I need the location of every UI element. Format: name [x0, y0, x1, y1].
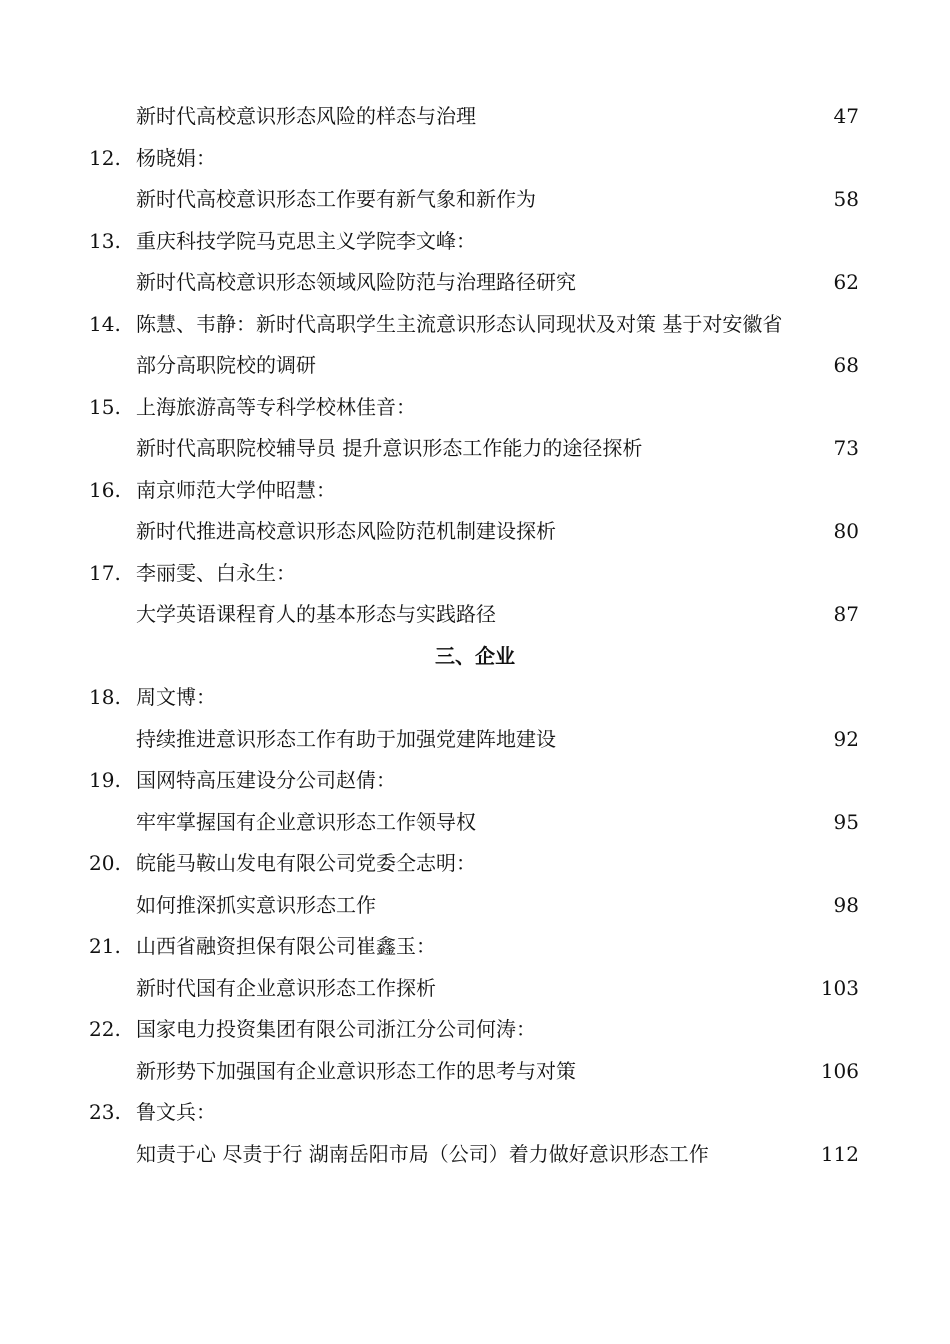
toc-author-row — [0, 138, 950, 180]
toc-author-row — [0, 553, 950, 595]
page-number: 98 — [833, 892, 859, 917]
entry-title: 持续推进意识形态工作有助于加强党建阵地建设 — [136, 726, 556, 751]
entry-author: 皖能马鞍山发电有限公司党委仝志明： — [136, 851, 476, 875]
page-number: 80 — [833, 519, 859, 543]
toc-entry-row — [0, 1134, 950, 1176]
toc-entry-row — [0, 262, 950, 304]
toc-entry-row — [0, 179, 950, 221]
entry-author: 鲁文兵： — [136, 1100, 216, 1124]
toc-entry-row — [0, 719, 950, 761]
entry-title: 新时代国有企业意识形态工作探析 — [136, 975, 436, 1000]
page-number: 58 — [833, 187, 859, 211]
toc-entry-row — [0, 885, 950, 927]
toc-author-row — [0, 677, 950, 719]
toc-entry-row — [0, 968, 950, 1010]
entry-title: 牢牢掌握国有企业意识形态工作领导权 — [136, 809, 476, 834]
entry-number: 14. — [89, 311, 121, 336]
toc-entry-row — [0, 594, 950, 636]
entry-title: 新形势下加强国有企业意识形态工作的思考与对策 — [136, 1058, 576, 1083]
entry-author: 杨晓娟： — [136, 145, 216, 170]
page-number: 95 — [833, 809, 859, 834]
entry-number: 19. — [89, 768, 121, 792]
entry-author: 重庆科技学院马克思主义学院李文峰： — [136, 228, 476, 253]
toc-entry-row — [0, 96, 950, 138]
toc-author-row — [0, 1009, 950, 1051]
section-heading: 三、企业 — [435, 643, 515, 668]
toc-entry-row — [0, 345, 950, 387]
entry-title: 大学英语课程育人的基本形态与实践路径 — [136, 602, 496, 626]
entry-number: 17. — [89, 560, 121, 585]
table-of-contents — [0, 96, 950, 1175]
page-number: 47 — [833, 104, 859, 128]
toc-author-row — [0, 221, 950, 263]
page-number: 73 — [833, 436, 859, 460]
page-number: 68 — [833, 353, 859, 377]
entry-number: 21. — [89, 934, 121, 958]
entry-number: 13. — [89, 228, 121, 253]
toc-entry-row — [0, 1051, 950, 1093]
toc-author-row — [0, 470, 950, 512]
entry-title: 新时代推进高校意识形态风险防范机制建设探析 — [136, 519, 556, 543]
page-number: 62 — [833, 270, 859, 294]
entry-author: 李丽雯、白永生： — [136, 560, 296, 585]
entry-number: 20. — [89, 851, 121, 875]
page-number: 103 — [820, 975, 859, 1000]
toc-author-row — [0, 1092, 950, 1134]
entry-author: 国家电力投资集团有限公司浙江分公司何涛： — [136, 1017, 536, 1041]
page-number: 106 — [820, 1058, 859, 1083]
entry-number: 23. — [89, 1100, 121, 1124]
toc-author-row — [0, 304, 950, 346]
page-number: 87 — [833, 602, 859, 626]
entry-author: 陈慧、韦静：新时代高职学生主流意识形态认同现状及对策 基于对安徽省 — [136, 311, 783, 336]
entry-author: 周文博： — [136, 685, 216, 709]
entry-title: 部分高职院校的调研 — [136, 353, 316, 377]
entry-title: 知责于心 尽责于行 湖南岳阳市局（公司）着力做好意识形态工作 — [136, 1141, 709, 1166]
entry-author: 上海旅游高等专科学校林佳音： — [136, 394, 416, 419]
entry-author: 山西省融资担保有限公司崔鑫玉： — [136, 934, 436, 958]
entry-number: 22. — [89, 1017, 121, 1041]
entry-title: 新时代高校意识形态工作要有新气象和新作为 — [136, 187, 536, 211]
entry-title: 新时代高校意识形态风险的样态与治理 — [136, 104, 476, 128]
entry-author: 南京师范大学仲昭慧： — [136, 477, 336, 502]
toc-entry-row — [0, 428, 950, 470]
entry-title: 如何推深抓实意识形态工作 — [136, 892, 376, 917]
entry-title: 新时代高校意识形态领域风险防范与治理路径研究 — [136, 270, 576, 294]
entry-author: 国网特高压建设分公司赵倩： — [136, 768, 396, 792]
toc-author-row — [0, 926, 950, 968]
toc-author-row — [0, 760, 950, 802]
entry-number: 15. — [89, 394, 121, 419]
page-number: 92 — [833, 726, 859, 751]
entry-number: 12. — [89, 145, 121, 170]
entry-number: 18. — [89, 685, 121, 709]
entry-title: 新时代高职院校辅导员 提升意识形态工作能力的途径探析 — [136, 436, 643, 460]
toc-author-row — [0, 387, 950, 429]
toc-entry-row — [0, 802, 950, 844]
section-heading-row — [0, 636, 950, 678]
page-number: 112 — [820, 1141, 859, 1166]
toc-author-row — [0, 843, 950, 885]
entry-number: 16. — [89, 477, 121, 502]
toc-entry-row — [0, 511, 950, 553]
